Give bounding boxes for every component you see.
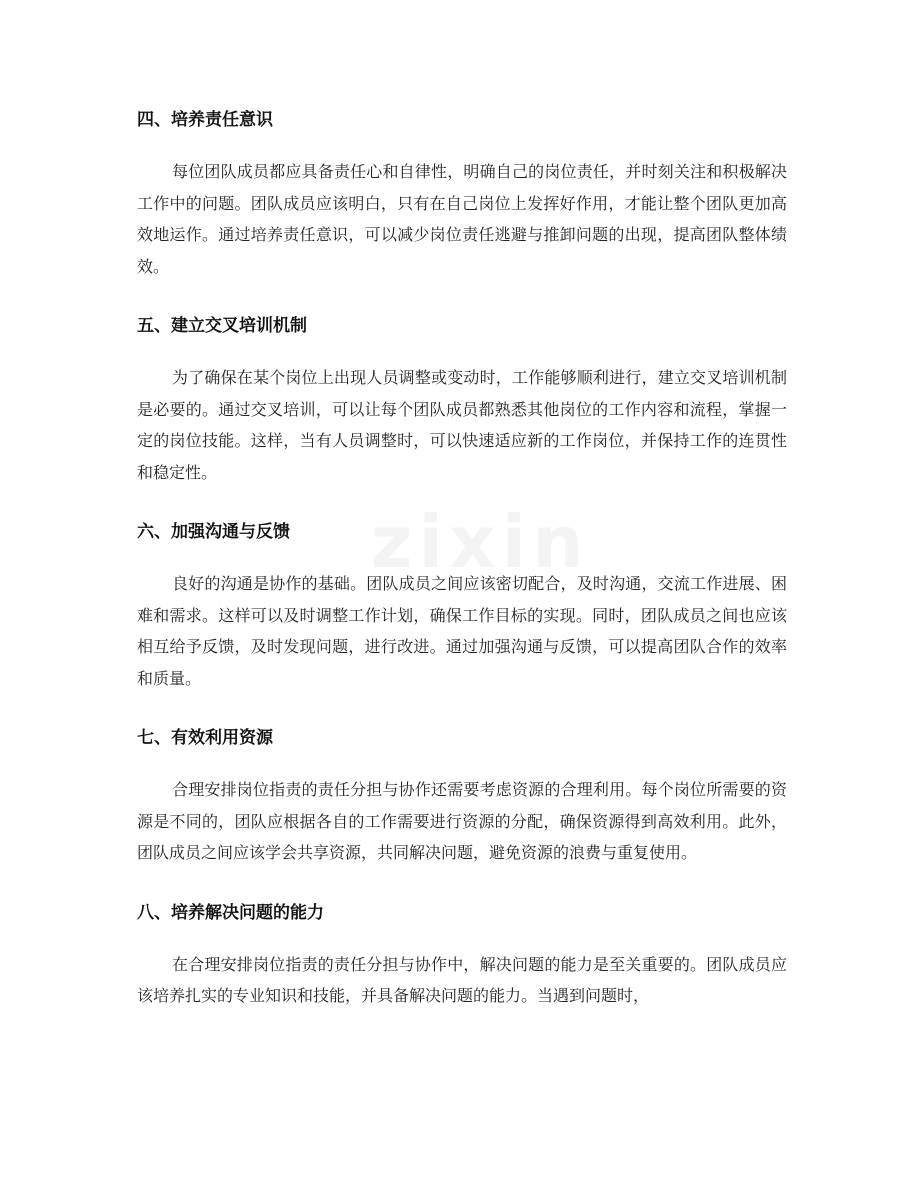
section-heading: 四、培养责任意识 [137, 110, 273, 130]
section-paragraph: 每位团队成员都应具备责任心和自律性，明确自己的岗位责任，并时刻关注和积极解决工作中的问题。团队成员应该明白，只有在自己岗位上发挥好作用，才能让整个团队更加高效地运作。通过培养责任意识，可以减少岗位责任逃避与推卸问题的出现，提高团队整体绩效。 [137, 162, 787, 276]
section-5 [137, 310, 787, 488]
section-7 [137, 722, 787, 869]
section-heading: 五、建立交叉培训机制 [137, 316, 307, 336]
section-paragraph: 在合理安排岗位指责的责任分担与协作中，解决问题的能力是至关重要的。团队成员应该培养扎实的专业知识和技能，并具备解决问题的能力。当遇到问题时， [137, 954, 787, 1005]
section-heading: 六、加强沟通与反馈 [137, 522, 290, 542]
document-body [137, 104, 787, 1040]
section-heading: 八、培养解决问题的能力 [137, 902, 324, 923]
section-6 [137, 516, 787, 694]
section-paragraph: 合理安排岗位指责的责任分担与协作还需要考虑资源的合理利用。每个岗位所需要的资源是不同的，团队应根据各自的工作需要进行资源的分配，确保资源得到高效利用。此外，团队成员之间应该学会共享资源，共同解决问题，避免资源的浪费与重复使用。 [137, 780, 787, 862]
section-4 [137, 104, 787, 282]
section-8 [137, 897, 787, 1012]
section-paragraph: 为了确保在某个岗位上出现人员调整或变动时，工作能够顺利进行，建立交叉培训机制是必要的。通过交叉培训，可以让每个团队成员都熟悉其他岗位的工作内容和流程，掌握一定的岗位技能。这样，当有人员调整时，可以快速适应新的工作岗位，并保持工作的连贯性和稳定性。 [137, 368, 787, 482]
section-paragraph: 良好的沟通是协作的基础。团队成员之间应该密切配合，及时沟通，交流工作进展、困难和需求。这样可以及时调整工作计划，确保工作目标的实现。同时，团队成员之间也应该相互给予反馈，及时发现问题，进行改进。通过加强沟通与反馈，可以提高团队合作的效率和质量。 [137, 574, 787, 688]
section-heading: 七、有效利用资源 [137, 728, 273, 748]
